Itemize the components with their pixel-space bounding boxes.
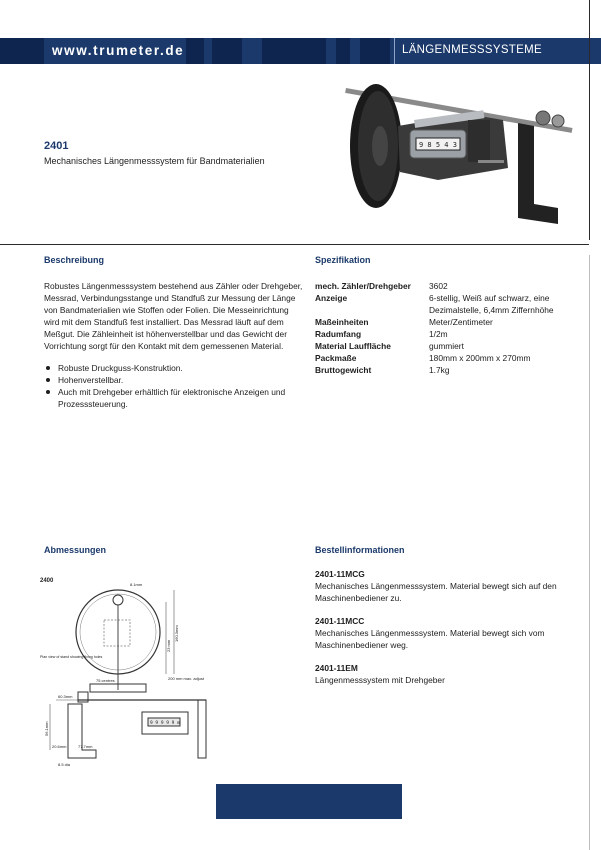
spec-key: Material Lauffläche: [315, 341, 391, 351]
spec-table: [315, 280, 585, 376]
header-stripe: [262, 38, 326, 64]
svg-text:77.7mm: 77.7mm: [78, 744, 93, 749]
svg-text:200 mm max. adjust: 200 mm max. adjust: [168, 676, 205, 681]
spec-row: [315, 292, 585, 316]
list-item: Auch mit Drehgeber erhältlich für elektronische Anzeigen und Prozesssteuerung.: [44, 386, 306, 410]
header-stripe: [212, 38, 242, 64]
spec-row: [315, 280, 585, 292]
order-code: 2401-11EM: [315, 663, 358, 673]
order-code: 2401-11MCC: [315, 616, 365, 626]
order-text: Mechanisches Längenmesssystem. Material bewegt sich auf den Maschinenbediener zu.: [315, 581, 557, 603]
header-stripe: [336, 38, 350, 64]
svg-text:23 mm: 23 mm: [166, 639, 171, 652]
product-subtitle: Mechanisches Längenmesssystem für Bandmaterialien: [44, 156, 265, 166]
right-margin-line: [589, 0, 590, 240]
order-list: [315, 568, 585, 697]
spec-row: [315, 340, 585, 352]
list-item: Robuste Druckguss-Konstruktion.: [44, 362, 306, 374]
spezifikation-heading: Spezifikation: [315, 255, 371, 265]
spec-key: Bruttogewicht: [315, 365, 372, 375]
svg-text:9 9 9 9 9 m: 9 9 9 9 9 m: [150, 721, 180, 726]
spec-value: gummiert: [429, 341, 464, 351]
svg-text:160.3mm: 160.3mm: [174, 625, 179, 642]
spec-row: [315, 328, 585, 340]
order-item: [315, 615, 585, 651]
order-text: Mechanisches Längenmesssystem. Material bewegt sich vom Maschinenbediener weg.: [315, 628, 545, 650]
header-section-title: LÄNGENMESSSYSTEME: [402, 44, 542, 56]
beschreibung-heading: Beschreibung: [44, 255, 105, 265]
spec-row: [315, 316, 585, 328]
beschreibung-text: Robustes Längenmesssystem bestehend aus Zähler oder Drehgeber, Messrad, Verbindungsstange und Standfuß zur Messung der Länge von Bandmaterialien wie Stoffen oder Folien. Die Messeinrichtung wird mit dem Standfuß fest installiert. Das Messrad läuft auf dem Meßgut. Die Zähleinheit ist höhenverstellbar und das Gewicht der Vorrichtung sorgt für den Kontakt mit dem gemessenen Material.: [44, 281, 303, 351]
list-item: Hohenverstellbar.: [44, 374, 306, 386]
spec-key: Anzeige: [315, 293, 348, 303]
svg-text:8.5 dia: 8.5 dia: [58, 762, 71, 767]
spec-value: 3602: [429, 281, 448, 291]
footer-block: [216, 784, 402, 819]
abmessungen-heading: Abmessungen: [44, 545, 107, 555]
svg-text:60.3mm: 60.3mm: [58, 694, 73, 699]
website-url[interactable]: www.trumeter.de: [52, 43, 185, 58]
bestellinformationen-heading: Bestellinformationen: [315, 545, 405, 555]
order-item: [315, 662, 585, 686]
product-photo: [318, 68, 580, 238]
svg-text:8.1mm: 8.1mm: [130, 582, 143, 587]
spec-value: 1.7kg: [429, 365, 450, 375]
spec-value: 180mm x 200mm x 270mm: [429, 353, 531, 363]
feature-list: [44, 362, 306, 410]
right-margin-line-lower: [589, 255, 590, 850]
svg-text:20.6mm: 20.6mm: [52, 744, 67, 749]
header-stripe: [360, 38, 390, 64]
header-divider: [394, 38, 395, 64]
order-code: 2401-11MCG: [315, 569, 365, 579]
drawing-label: 2400: [40, 578, 54, 584]
spec-row: [315, 352, 585, 364]
spec-key: Radumfang: [315, 329, 362, 339]
spec-row: [315, 364, 585, 376]
product-number: 2401: [44, 140, 69, 152]
spec-key: Packmaße: [315, 353, 357, 363]
svg-text:Plan view of stand showing fix: Plan view of stand showing fixing holes: [40, 655, 103, 659]
svg-text:9 8 5 4 3: 9 8 5 4 3: [419, 141, 457, 149]
header-dark-block: [0, 38, 44, 64]
order-text: Längenmesssystem mit Drehgeber: [315, 675, 445, 685]
header-band: [0, 38, 601, 64]
spec-value: Meter/Zentimeter: [429, 317, 493, 327]
dimension-drawing: [38, 572, 218, 772]
spec-value: 1/2m: [429, 329, 448, 339]
spec-key: mech. Zähler/Drehgeber: [315, 281, 411, 291]
svg-text:56.1mm: 56.1mm: [44, 721, 49, 736]
header-stripe: [186, 38, 204, 64]
stand-foot: [518, 123, 558, 224]
order-item: [315, 568, 585, 604]
svg-text:75 centres: 75 centres: [96, 678, 115, 683]
spec-value: 6-stellig, Weiß auf schwarz, eine Dezimalstelle, 6,4mm Ziffernhöhe: [429, 293, 554, 315]
section-divider: [0, 244, 589, 245]
spec-key: Maßeinheiten: [315, 317, 369, 327]
